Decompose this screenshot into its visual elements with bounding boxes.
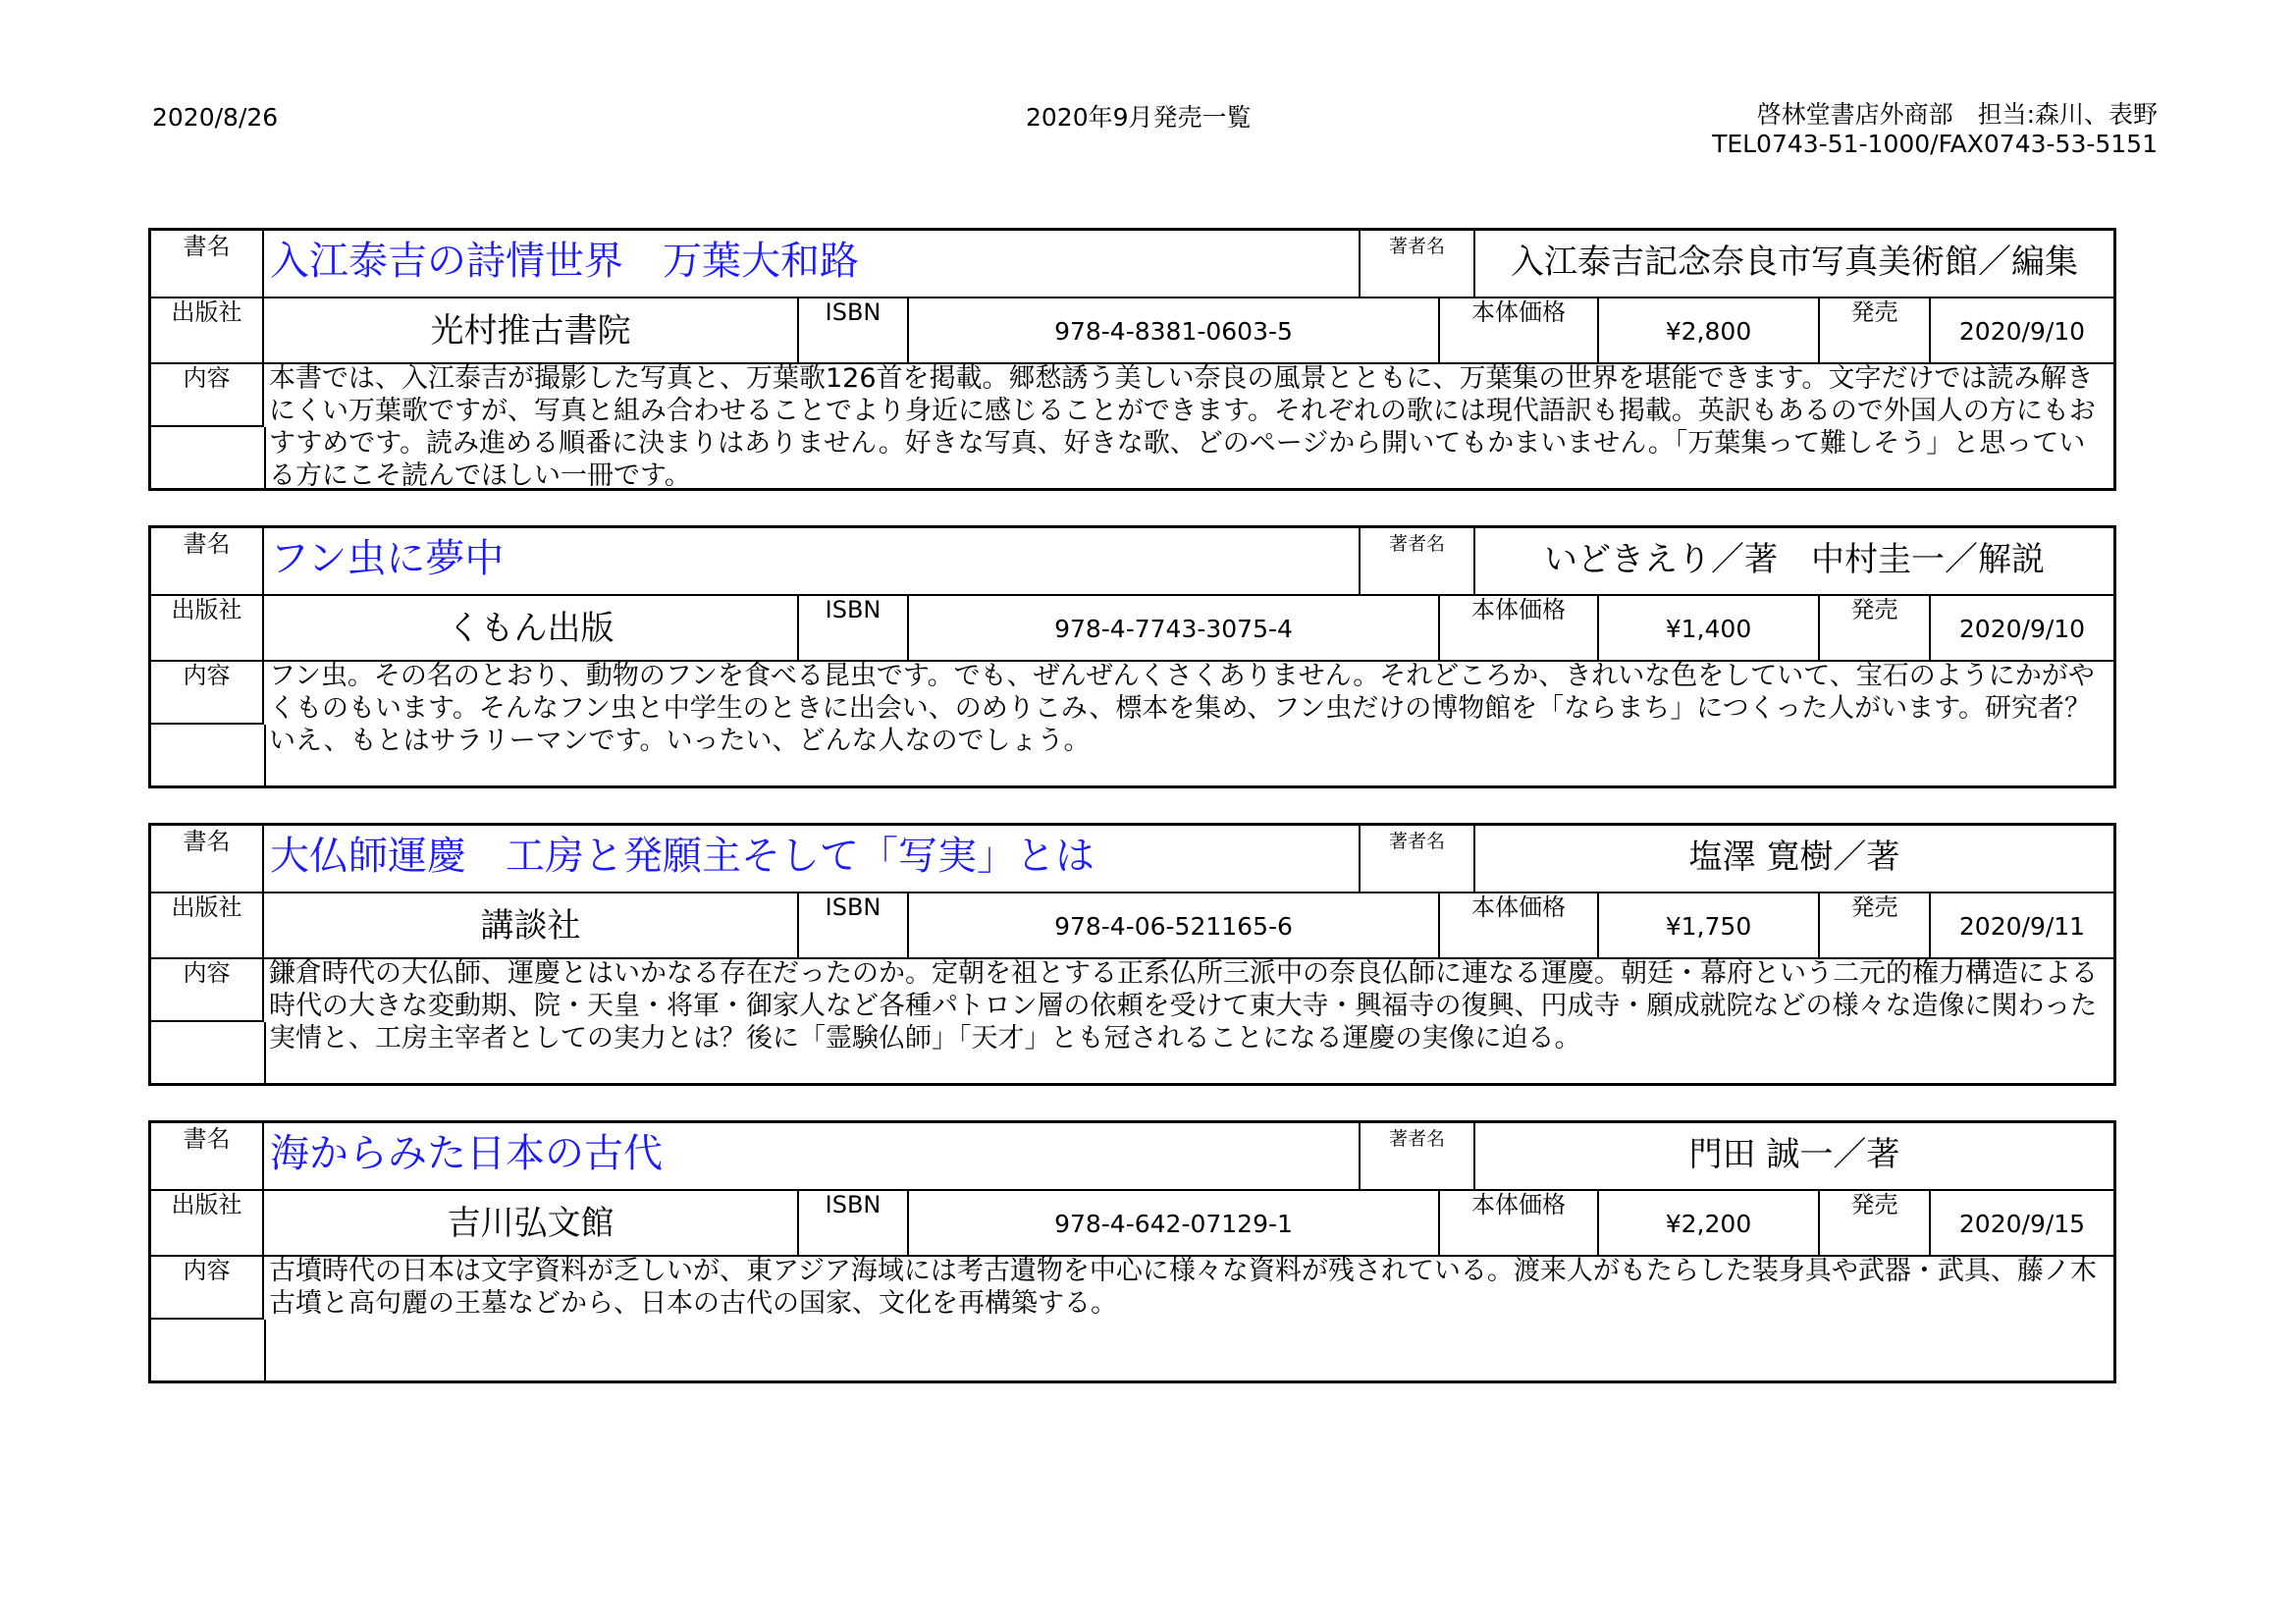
content-divider — [262, 1022, 266, 1083]
book-entry — [148, 823, 2116, 1086]
book-title: 入江泰吉の詩情世界 万葉大和路 — [264, 231, 1361, 297]
book-price: ¥1,750 — [1599, 892, 1820, 957]
book-title: 大仏師運慶 工房と発願主そして「写実」とは — [264, 826, 1361, 892]
book-author: いどきえり／著 中村圭一／解説 — [1544, 540, 2045, 579]
book-publisher: くもん出版 — [264, 594, 799, 660]
book-entry — [148, 228, 2116, 491]
book-description: フン虫。その名のとおり、動物のフンを食べる昆虫です。でも、ぜんぜんくさくありません。それどころか、きれいな色をしていて、宝石のようにかがやくものもいます。そんなフン虫と中学生のときに出会い、のめりこみ、標本を集め、フン虫だけの博物館を「ならまち」につくった人がいます。研究者？いえ、もとはサラリーマンです。いったい、どんな人なのでしょう。 — [269, 661, 2095, 756]
book-price: ¥2,200 — [1599, 1189, 1820, 1255]
release-label: 発売 — [1820, 1189, 1931, 1255]
price-label: 本体価格 — [1440, 892, 1599, 957]
isbn-label: ISBN — [799, 892, 909, 957]
title-label: 書名 — [151, 826, 264, 892]
book-release-date: 2020/9/10 — [1958, 615, 2086, 643]
book-release-date: 2020/9/15 — [1958, 1210, 2086, 1238]
book-isbn: 978-4-7743-3075-4 — [909, 594, 1440, 660]
content-label: 内容 — [151, 957, 264, 1022]
book-isbn: 978-4-642-07129-1 — [909, 1189, 1440, 1255]
author-label: 著者名 — [1361, 528, 1475, 594]
author-label: 著者名 — [1361, 826, 1475, 892]
publisher-label: 出版社 — [151, 892, 264, 957]
content-label: 内容 — [151, 362, 264, 427]
book-description: 本書では、入江泰吉が撮影した写真と、万葉歌126首を掲載。郷愁誘う美しい奈良の風景とともに、万葉集の世界を堪能できます。文字だけでは読み解きにくい万葉歌ですが、写真と組み合わせることでより身近に感じることができます。それぞれの歌には現代語訳も掲載。英訳もあるので外国人の方にもおすすめです。読み進める順番に決まりはありません。好きな写真、好きな歌、どのページから開いてもかまいません。「万葉集って難しそう」と思っている方にこそ読んでほしい一冊です。 — [269, 363, 2096, 491]
book-author: 門田 誠一／著 — [1688, 1135, 1900, 1174]
publisher-label: 出版社 — [151, 594, 264, 660]
content-label: 内容 — [151, 1255, 264, 1320]
publisher-label: 出版社 — [151, 297, 264, 362]
book-isbn: 978-4-8381-0603-5 — [909, 297, 1440, 362]
book-publisher: 吉川弘文館 — [264, 1189, 799, 1255]
book-release-date: 2020/9/10 — [1958, 317, 2086, 346]
book-title: 海からみた日本の古代 — [264, 1123, 1361, 1189]
document-title: 2020年9月発売一覧 — [1026, 103, 1252, 132]
price-label: 本体価格 — [1440, 594, 1599, 660]
author-label: 著者名 — [1361, 1123, 1475, 1189]
book-entry — [148, 1120, 2116, 1383]
price-label: 本体価格 — [1440, 297, 1599, 362]
book-publisher: 光村推古書院 — [264, 297, 799, 362]
book-description: 鎌倉時代の大仏師、運慶とはいかなる存在だったのか。定朝を祖とする正系仏所三派中の奈良仏師に連なる運慶。朝廷・幕府という二元的権力構造による時代の大きな変動期、院・天皇・将軍・御家人など各種パトロン層の依頼を受けて東大寺・興福寺の復興、円成寺・願成就院などの様々な造像に関わった実情と、工房主宰者としての実力とは？後に「霊験仏師」「天才」とも冠されることになる運慶の実像に迫る。 — [269, 958, 2098, 1054]
book-description: 古墳時代の日本は文字資料が乏しいが、東アジア海域には考古遺物を中心に様々な資料が残されている。渡来人がもたらした装身具や武器・武具、藤ノ木古墳と高句麗の王墓などから、日本の古代の国家、文化を再構築する。 — [269, 1256, 2097, 1319]
company-phone-fax: TEL0743-51-1000/FAX0743-53-5151 — [1712, 130, 2158, 158]
book-price: ¥2,800 — [1599, 297, 1820, 362]
isbn-label: ISBN — [799, 594, 909, 660]
content-label: 内容 — [151, 660, 264, 725]
book-entry — [148, 525, 2116, 788]
book-isbn: 978-4-06-521165-6 — [909, 892, 1440, 957]
title-label: 書名 — [151, 231, 264, 297]
release-label: 発売 — [1820, 594, 1931, 660]
content-divider — [262, 427, 266, 488]
content-divider — [262, 1320, 266, 1380]
book-author: 塩澤 寛樹／著 — [1688, 838, 1900, 877]
isbn-label: ISBN — [799, 297, 909, 362]
isbn-label: ISBN — [799, 1189, 909, 1255]
book-price: ¥1,400 — [1599, 594, 1820, 660]
book-publisher: 講談社 — [264, 892, 799, 957]
book-release-date: 2020/9/11 — [1958, 912, 2086, 941]
company-contact-person: 啓林堂書店外商部 担当:森川、表野 — [1756, 100, 2158, 129]
print-date: 2020/8/26 — [152, 103, 279, 132]
release-label: 発売 — [1820, 892, 1931, 957]
book-author: 入江泰吉記念奈良市写真美術館／編集 — [1511, 243, 2078, 282]
price-label: 本体価格 — [1440, 1189, 1599, 1255]
author-label: 著者名 — [1361, 231, 1475, 297]
title-label: 書名 — [151, 1123, 264, 1189]
company-info — [1712, 100, 2158, 159]
book-title: フン虫に夢中 — [264, 528, 1361, 594]
content-divider — [262, 725, 266, 785]
release-label: 発売 — [1820, 297, 1931, 362]
title-label: 書名 — [151, 528, 264, 594]
publisher-label: 出版社 — [151, 1189, 264, 1255]
